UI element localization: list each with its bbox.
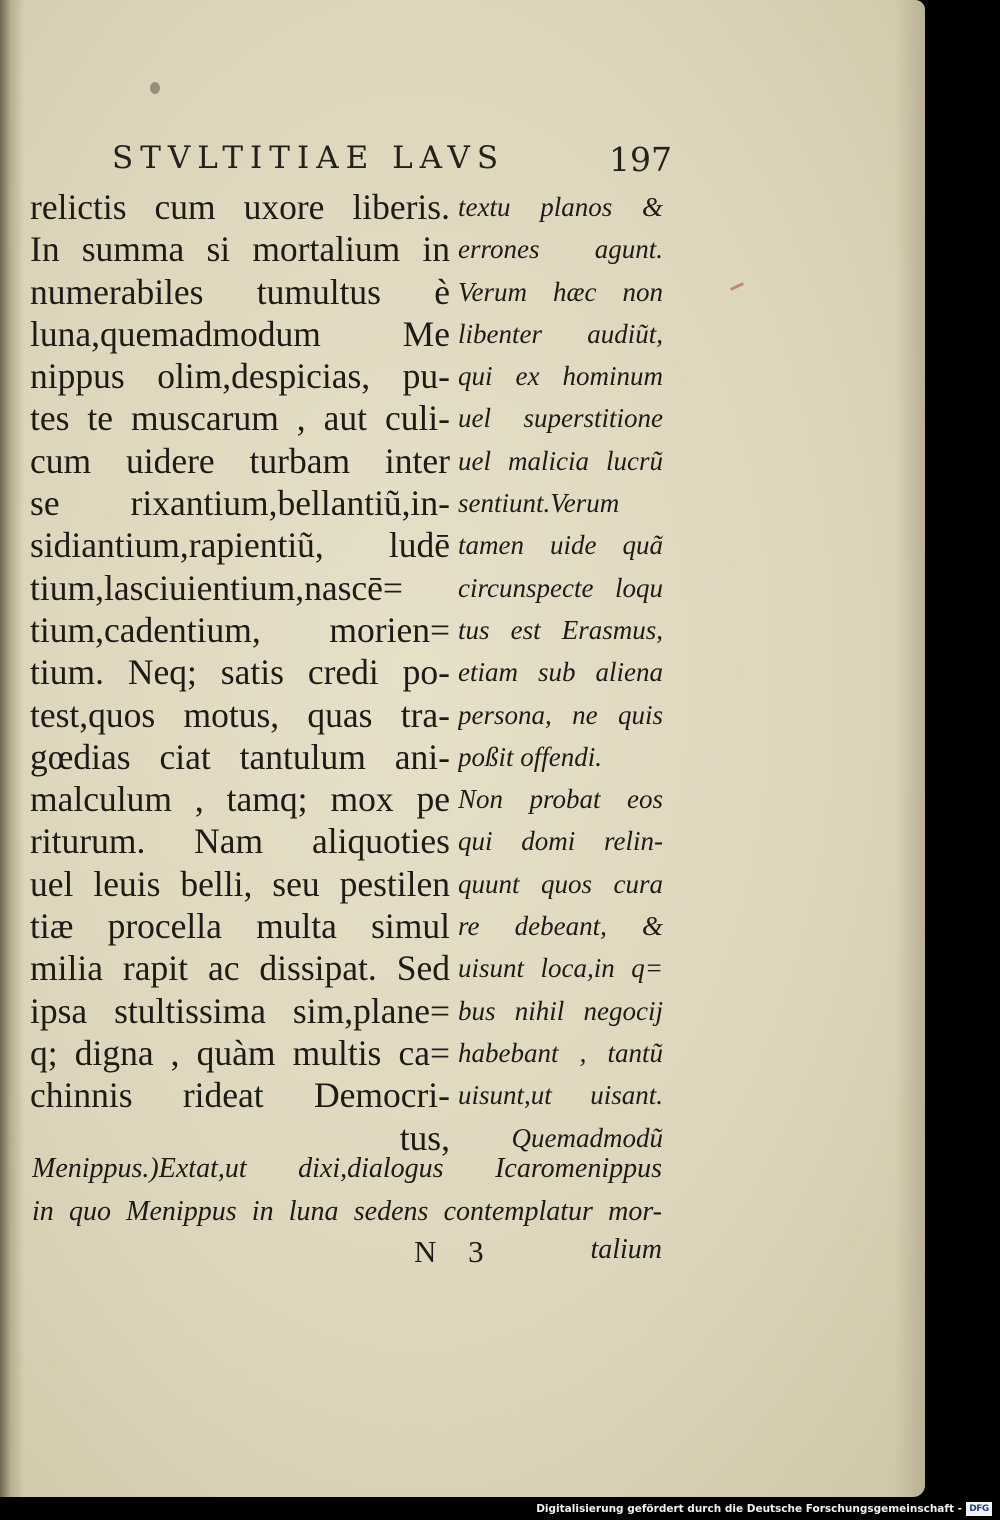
margin-line: habebant , tantũ <box>458 1037 663 1068</box>
margin-line: libenter audiũt, <box>458 318 663 349</box>
margin-line: qui domi relin- <box>458 826 663 857</box>
text-line: sidiantium,rapientiũ, ludē <box>30 525 450 566</box>
text-line: tium,lasciuientium,nascē= <box>30 567 403 608</box>
signature-mark: N 3 <box>414 1234 484 1269</box>
margin-line: poßit offendi. <box>458 741 602 772</box>
text-line: tiæ procella multa simul <box>30 906 450 947</box>
text-line: chinnis rideat Democri- <box>30 1075 450 1116</box>
footnote-block <box>32 1148 662 1233</box>
text-line: nippus olim,despicias, pu- <box>30 356 450 397</box>
margin-line: qui ex hominum <box>458 361 663 392</box>
running-head: STVLTITIAE LAVS <box>112 140 506 176</box>
margin-line: quunt quos cura <box>458 868 663 899</box>
text-line: gœdias ciat tantulum ani- <box>30 736 450 777</box>
margin-line: bus nihil negocij <box>458 995 663 1026</box>
margin-line: re debeant, & <box>458 911 663 942</box>
text-line: luna,quemadmodum Me <box>30 313 450 354</box>
page-number: 197 <box>609 140 672 179</box>
margin-line: uisunt,ut uisant. <box>458 1080 663 1111</box>
text-line: cum uidere turbam inter <box>30 440 450 481</box>
margin-line: uel superstitione <box>458 403 663 434</box>
margin-line: textu planos & <box>458 192 663 222</box>
ink-stain <box>150 82 160 94</box>
text-line: tus, <box>399 1117 450 1158</box>
margin-line: errones agunt. <box>458 234 663 265</box>
text-line: q; digna , quàm multis ca= <box>30 1032 450 1073</box>
catchword: talium <box>590 1234 662 1265</box>
text-line: se rixantium,bellantiũ,in- <box>30 483 450 524</box>
margin-line: etiam sub aliena <box>458 657 663 688</box>
ink-mark <box>730 282 744 291</box>
text-line: test,quos motus, quas tra- <box>30 694 450 735</box>
text-line: tium. Neq; satis credi po- <box>30 652 450 693</box>
text-line: In summa si mortalium in <box>30 229 450 270</box>
text-line: tium,cadentium, morien= <box>30 609 450 650</box>
dfg-logo: DFG <box>966 1502 992 1516</box>
marginal-note-column <box>458 186 663 1159</box>
margin-line: sentiunt.Verum <box>458 488 620 519</box>
text-line: tes te muscarum , aut culi- <box>30 398 450 439</box>
margin-line: uel malicia lucrũ <box>458 445 663 476</box>
digitization-credit: Digitalisierung gefördert durch die Deutsche Forschungsgemeinschaft - <box>536 1503 962 1515</box>
note-line: Menippus.)Extat,ut dixi,dialogus Icaromenippus <box>32 1153 662 1184</box>
text-line: riturum. Nam aliquoties <box>30 821 450 862</box>
margin-line: persona, ne quis <box>458 699 663 730</box>
text-line: numerabiles tumultus è <box>30 271 450 312</box>
text-line: uel leuis belli, seu pestilen <box>30 863 450 904</box>
main-text-column <box>30 186 450 1159</box>
margin-line: circunspecte loqu <box>458 572 663 603</box>
margin-line: Non probat eos <box>458 784 663 815</box>
margin-line: tamen uide quã <box>458 530 663 561</box>
text-line: ipsa stultissima sim,plane= <box>30 990 450 1031</box>
text-line: milia rapit ac dissipat. Sed <box>30 948 450 989</box>
text-line: malculum , tamq; mox pe <box>30 779 450 820</box>
text-line: relictis cum uxore liberis. <box>30 187 450 227</box>
margin-line: tus est Erasmus, <box>458 614 663 645</box>
margin-line: uisunt loca,in q= <box>458 953 663 984</box>
margin-line: Verum hæc non <box>458 276 663 307</box>
margin-line: Quemadmodũ <box>511 1122 663 1153</box>
note-line: in quo Menippus in luna sedens contemplatur mor- <box>32 1195 662 1227</box>
